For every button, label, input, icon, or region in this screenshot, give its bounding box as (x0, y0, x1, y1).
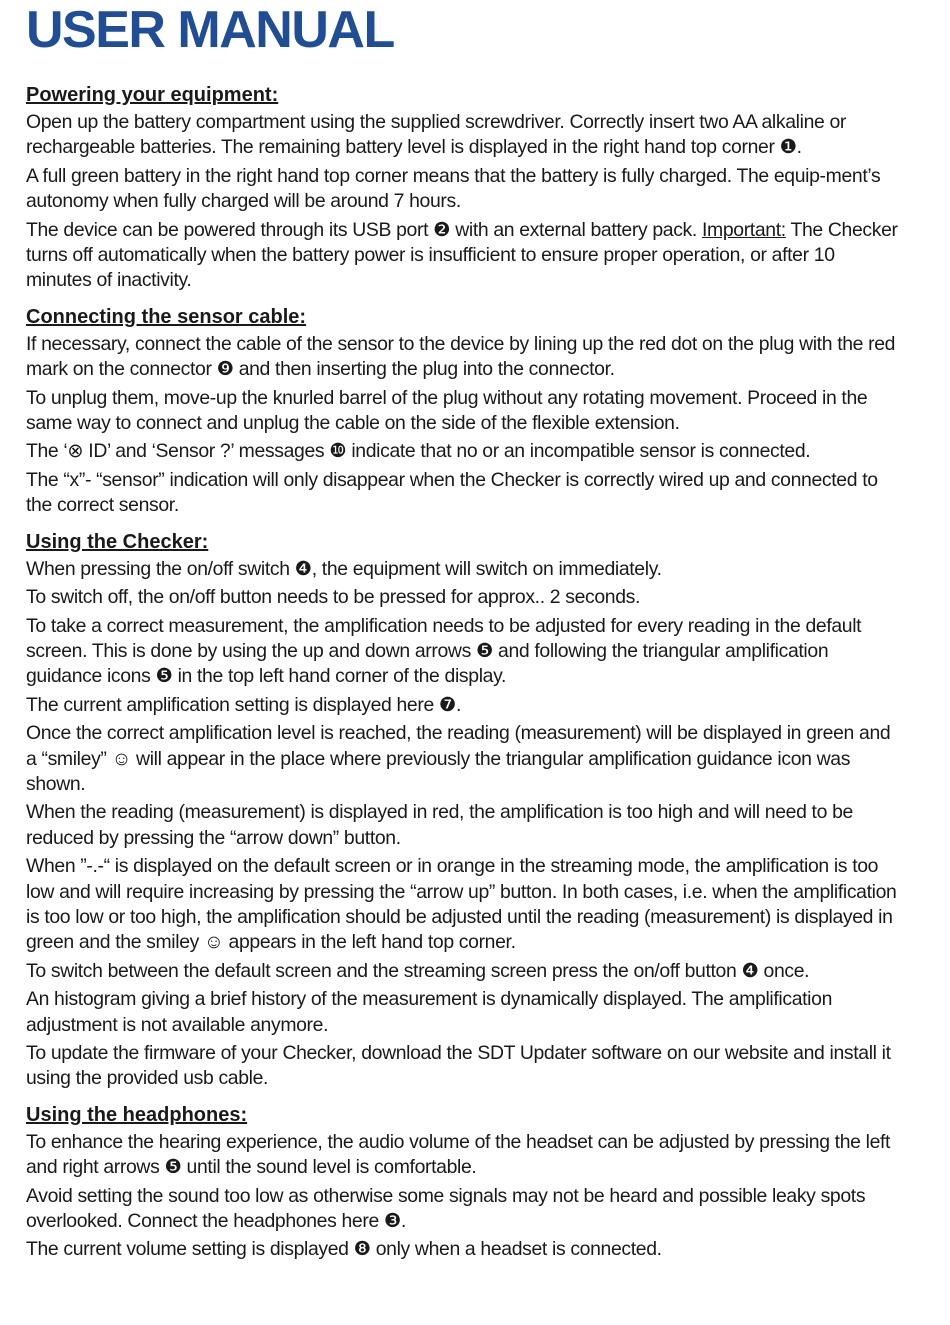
paragraph: To update the firmware of your Checker, download the SDT Updater software on our website and install it using the provided usb cable. (26, 1042, 891, 1090)
paragraph: When pressing the on/off switch ❹, the equipment will switch on immediately. (26, 557, 662, 580)
paragraph: If necessary, connect the cable of the sensor to the device by lining up the red dot on the plug with the red mark on the connector ❾ and then inserting the plug into the connector. (26, 332, 896, 381)
section-heading: Connecting the sensor cable: (26, 305, 307, 328)
paragraph: To switch off, the on/off button needs to be pressed for approx.. 2 seconds. (26, 586, 641, 609)
page-title: USER MANUAL (26, 1, 394, 59)
paragraph: The “x”- “sensor” indication will only disappear when the Checker is correctly wired up and connected to the correct sensor. (26, 468, 878, 517)
paragraph: Open up the battery compartment using the supplied screwdriver. Correctly insert two AA alkaline or rechargeable batteries. The remaining battery level is displayed in the right hand top corner ❶. (26, 111, 847, 159)
important-label: Important: (701, 218, 786, 241)
usb-text-before: The device can be powered through its USB port ❷ with an external battery pack. (26, 218, 702, 241)
section-heading: Powering your equipment: (26, 84, 279, 106)
section-heading: Using the headphones: (26, 1103, 248, 1126)
paragraph: An histogram giving a brief history of the measurement is dynamically displayed. The amplification adjustment is not available anymore. (26, 988, 833, 1036)
paragraph: To unplug them, move-up the knurled barrel of the plug without any rotating movement. Proceed in the same way to connect and unplug the cable on the side of the flexible extension. (26, 386, 868, 435)
section-sensor-cable (26, 304, 900, 519)
section-headphones (26, 1102, 900, 1263)
usb-text-after: The Checker turns off automatically when the battery power is insufficient to ensure proper operation, or after 10 minutes of inactivity. (26, 218, 898, 292)
section-heading: Using the Checker: (26, 530, 209, 553)
paragraph: Avoid setting the sound too low as otherwise some signals may not be heard and possible leaky spots overlooked. Connect the headphones here ❸. (26, 1184, 866, 1233)
paragraph: When ”-.-“ is displayed on the default screen or in orange in the streaming mode, the amplification is too low and will require increasing by pressing the “arrow up” button. In both cases, i.e. when the amplification is too low or too high, the amplification should be adjusted until the reading (measurement) is displayed in green and the smiley ☺ appears in the left hand top corner. (26, 855, 897, 954)
usb-paragraph (26, 218, 900, 294)
paragraph: A full green battery in the right hand top corner means that the battery is fully charged. The equip-ment’s autonomy when fully charged will be around 7 hours. (26, 164, 881, 213)
paragraph: To take a correct measurement, the amplification needs to be adjusted for every reading in the default screen. This is done by using the up and down arrows ❺ and following the triangular amplification guidance icons ❺ in the top left hand corner of the display. (26, 614, 862, 688)
section-using-checker (26, 529, 900, 1092)
paragraph: When the reading (measurement) is displayed in red, the amplification is too high and will need to be reduced by pressing the “arrow down” button. (26, 801, 853, 849)
paragraph: To switch between the default screen and the streaming screen press the on/off button ❹ once. (26, 959, 810, 982)
paragraph: The ‘⊗ ID’ and ‘Sensor ?’ messages ❿ indicate that no or an incompatible sensor is connected. (26, 440, 811, 463)
section-powering (26, 82, 900, 294)
paragraph: Once the correct amplification level is reached, the reading (measurement) will be displayed in green and a “smiley” ☺ will appear in the place where previously the triangular amplification guidance icon was shown. (26, 722, 891, 795)
paragraph: The current volume setting is displayed ❽ only when a headset is connected. (26, 1238, 662, 1261)
paragraph: The current amplification setting is displayed here ❼. (26, 693, 461, 716)
paragraph: To enhance the hearing experience, the audio volume of the headset can be adjusted by pressing the left and right arrows ❺ until the sound level is comfortable. (26, 1130, 891, 1179)
